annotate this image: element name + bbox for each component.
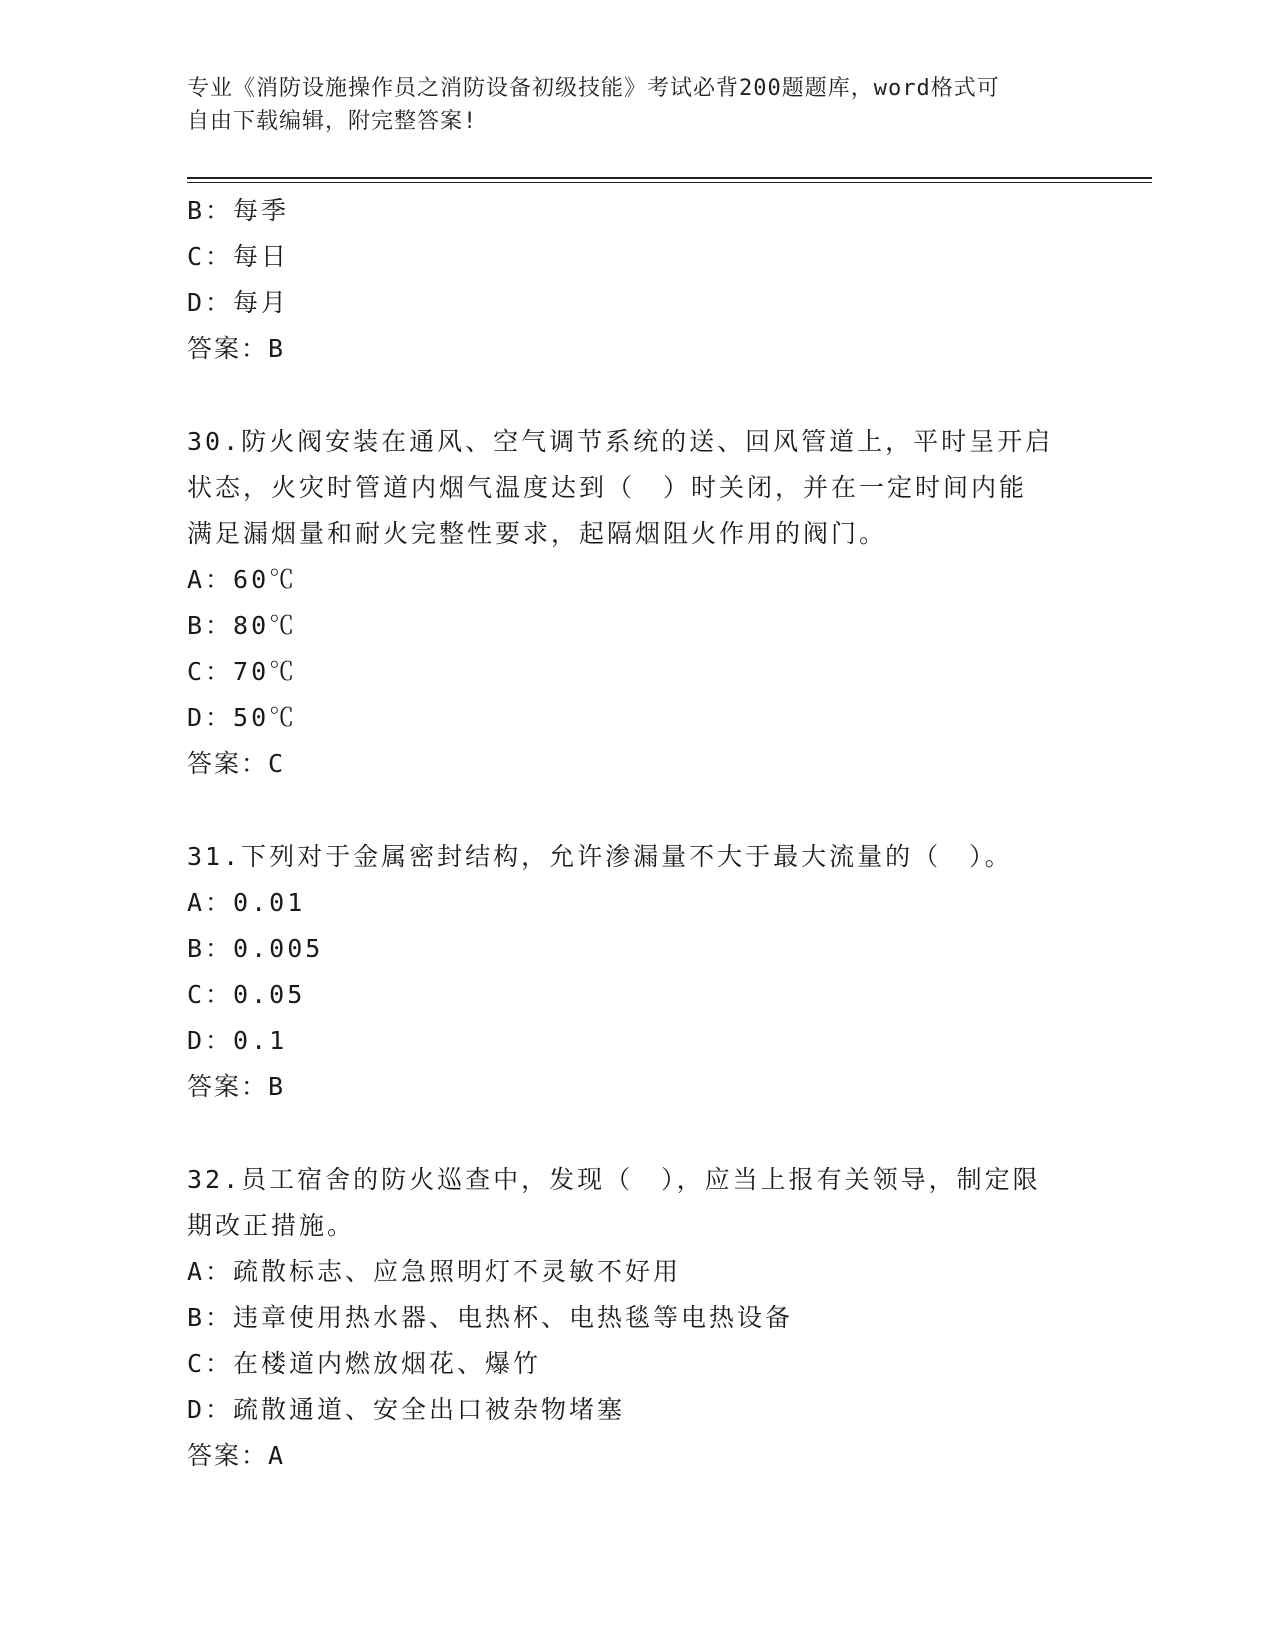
question-text-line: 满足漏烟量和耐火完整性要求，起隔烟阻火作用的阀门。 (187, 519, 888, 548)
option-b: B：80℃ (187, 611, 298, 640)
header-divider-thick (187, 177, 1152, 179)
option-b: B：每季 (187, 196, 290, 225)
option-d: D：每月 (187, 288, 290, 317)
question-text-line: 状态，火灾时管道内烟气温度达到（ ）时关闭，并在一定时间内能 (187, 473, 1028, 502)
option-a: A：0.01 (187, 888, 306, 917)
option-a: A：60℃ (187, 565, 298, 594)
question-30 (187, 419, 1087, 787)
document-header (187, 72, 1087, 138)
answer: 答案：C (187, 749, 286, 778)
spacer (187, 372, 1087, 419)
option-d: D：疏散通道、安全出口被杂物堵塞 (187, 1395, 626, 1424)
answer: 答案：B (187, 334, 286, 363)
option-d: D：50℃ (187, 703, 298, 732)
question-31 (187, 834, 1087, 1110)
answer: 答案：A (187, 1441, 286, 1470)
question-29-continued (187, 188, 1087, 372)
question-text-line: 30.防火阀安装在通风、空气调节系统的送、回风管道上，平时呈开启 (187, 427, 1054, 456)
question-32 (187, 1157, 1087, 1479)
question-text-line: 32.员工宿舍的防火巡查中，发现（ ），应当上报有关领导，制定限 (187, 1165, 1041, 1194)
header-divider-thin (187, 182, 1152, 183)
option-b: B：0.005 (187, 934, 324, 963)
option-a: A：疏散标志、应急照明灯不灵敏不好用 (187, 1257, 682, 1286)
question-text-line: 31.下列对于金属密封结构，允许渗漏量不大于最大流量的（ ）。 (187, 842, 1013, 871)
option-c: C：每日 (187, 242, 290, 271)
header-line-1: 专业《消防设施操作员之消防设备初级技能》考试必背200题题库，word格式可 (187, 76, 1000, 101)
question-text-line: 期改正措施。 (187, 1211, 356, 1240)
option-c: C：在楼道内燃放烟花、爆竹 (187, 1349, 542, 1378)
spacer (187, 1110, 1087, 1157)
question-list (187, 188, 1087, 1479)
header-line-2: 自由下载编辑，附完整答案! (187, 109, 478, 134)
option-c: C：0.05 (187, 980, 306, 1009)
answer: 答案：B (187, 1072, 286, 1101)
option-d: D：0.1 (187, 1026, 288, 1055)
spacer (187, 787, 1087, 834)
option-b: B：违章使用热水器、电热杯、电热毯等电热设备 (187, 1303, 794, 1332)
option-c: C：70℃ (187, 657, 298, 686)
